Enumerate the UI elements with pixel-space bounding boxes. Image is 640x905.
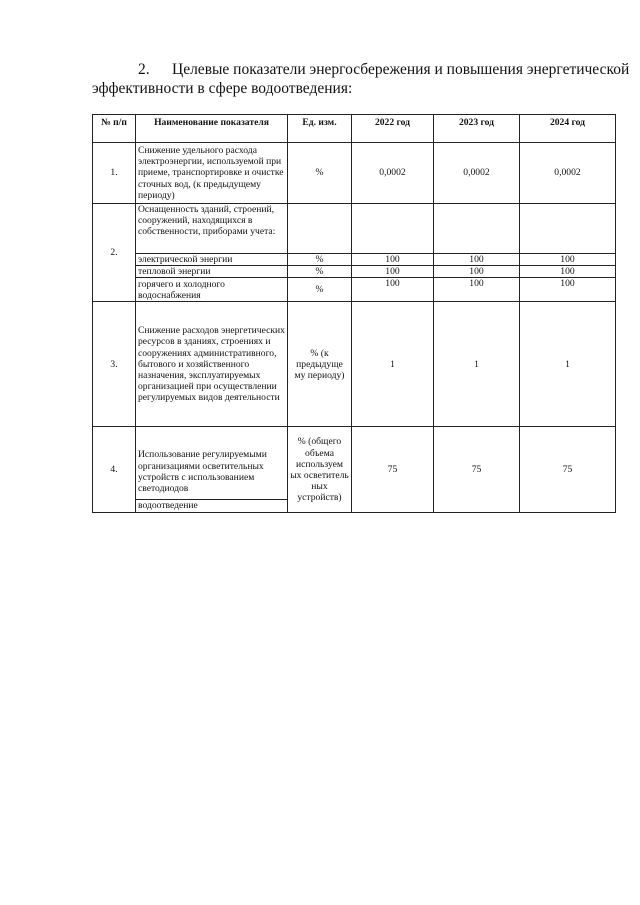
header-2022: 2022 год <box>352 115 434 143</box>
empty-cell <box>434 204 520 254</box>
unit-cell: % <box>288 254 352 266</box>
subindicator-name: электрической энергии <box>136 254 288 266</box>
value-2024: 0,0002 <box>520 143 616 204</box>
unit-cell: % (к предыдуще му периоду) <box>288 302 352 427</box>
header-num: № п/п <box>93 115 136 143</box>
value-2024: 100 <box>520 254 616 266</box>
row-number: 1. <box>93 143 136 204</box>
value-2023: 100 <box>434 278 520 302</box>
row-number: 4. <box>93 427 136 513</box>
empty-cell <box>288 204 352 254</box>
row-number: 3. <box>93 302 136 427</box>
empty-cell <box>520 204 616 254</box>
value-2024: 75 <box>520 427 616 513</box>
value-2022: 100 <box>352 254 434 266</box>
section-heading <box>92 60 630 98</box>
subindicator-name: водоотведение <box>136 499 287 511</box>
indicator-name: Снижение расходов энергетических ресурсов в зданиях, строениях и сооружениях административного, бытового и хозяйственного назначения, эксплуатируемых организацией при осуществлении регулируемых видов деятельности <box>136 302 288 427</box>
value-2023: 75 <box>434 427 520 513</box>
table-row <box>93 143 616 204</box>
indicator-name: Оснащенность зданий, строений, сооружений, находящихся в собственности, приборами учета: <box>136 204 288 254</box>
value-2023: 0,0002 <box>434 143 520 204</box>
value-2022: 0,0002 <box>352 143 434 204</box>
unit-cell: % (общего объема используем ых осветитель ных устройств) <box>288 427 352 513</box>
value-2023: 1 <box>434 302 520 427</box>
header-2023: 2023 год <box>434 115 520 143</box>
indicator-name: Снижение удельного расхода электроэнергии, используемой при приеме, транспортировке и очистке сточных вод, (к предыдущему периоду) <box>136 143 288 204</box>
indicator-name: Использование регулируемыми организациями осветительных устройств с использованием светодиодов <box>138 449 267 494</box>
subindicator-name: горячего и холодного водоснабжения <box>136 278 288 302</box>
heading-line-2: эффективности в сфере водоотведения: <box>92 80 353 97</box>
table-header-row <box>93 115 616 143</box>
table-subrow <box>93 266 616 278</box>
header-2024: 2024 год <box>520 115 616 143</box>
header-unit: Ед. изм. <box>288 115 352 143</box>
value-2024: 100 <box>520 266 616 278</box>
value-2023: 100 <box>434 254 520 266</box>
table-row <box>93 204 616 254</box>
table-row <box>93 302 616 427</box>
value-2022: 100 <box>352 278 434 302</box>
unit-cell: % <box>288 278 352 302</box>
row-number: 2. <box>93 204 136 302</box>
subindicator-name: тепловой энергии <box>136 266 288 278</box>
indicators-table <box>92 114 616 513</box>
unit-cell: % <box>288 266 352 278</box>
empty-cell <box>352 204 434 254</box>
table-subrow <box>93 254 616 266</box>
section-number: 2. <box>138 61 150 78</box>
heading-line-1: Целевые показатели энергосбережения и повышения энергетической <box>172 61 630 78</box>
value-2022: 100 <box>352 266 434 278</box>
value-2024: 1 <box>520 302 616 427</box>
value-2022: 75 <box>352 427 434 513</box>
table-row <box>93 427 616 513</box>
value-2022: 1 <box>352 302 434 427</box>
unit-cell: % <box>288 143 352 204</box>
table-subrow <box>93 278 616 302</box>
value-2023: 100 <box>434 266 520 278</box>
header-name: Наименование показателя <box>136 115 288 143</box>
value-2024: 100 <box>520 278 616 302</box>
